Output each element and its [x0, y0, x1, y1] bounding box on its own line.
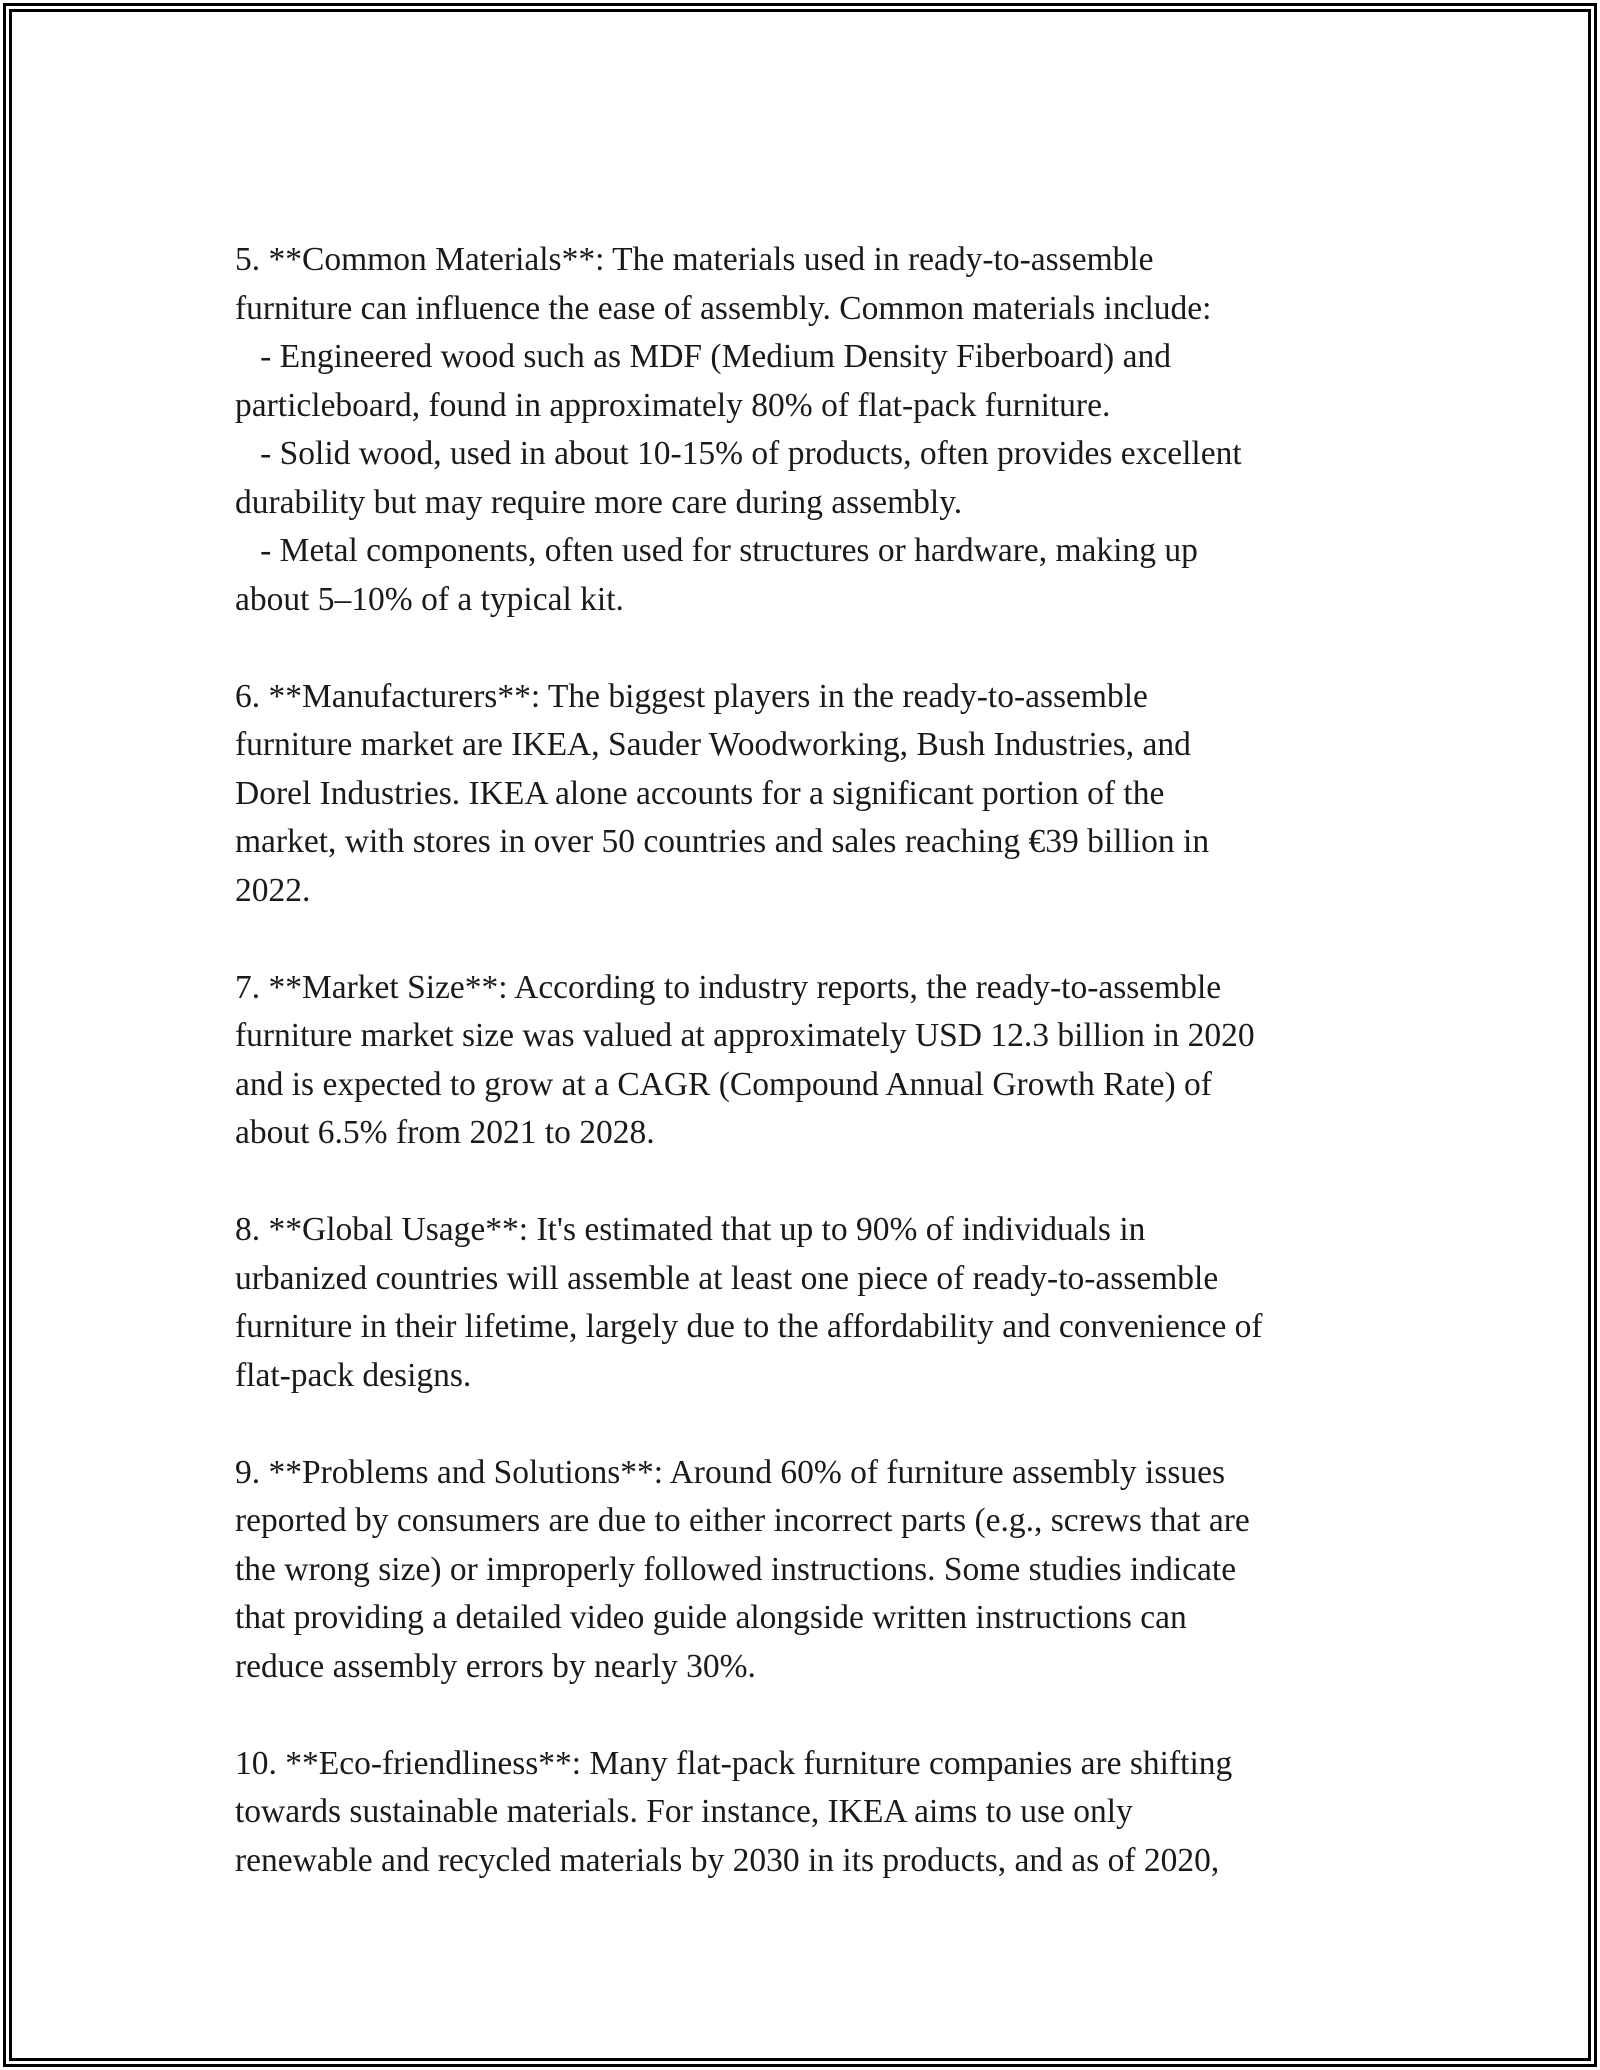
- text-line: 6. **Manufacturers**: The biggest players in the ready-to-assemble: [235, 677, 1148, 715]
- text-line: reduce assembly errors by nearly 30%.: [235, 1647, 756, 1685]
- text-line: about 5–10% of a typical kit.: [235, 580, 624, 618]
- text-line: that providing a detailed video guide alongside written instructions can: [235, 1599, 1187, 1636]
- text-line: furniture market are IKEA, Sauder Woodworking, Bush Industries, and: [235, 726, 1191, 763]
- text-line: reported by consumers are due to either incorrect parts (e.g., screws that are: [235, 1502, 1250, 1539]
- text-line: - Solid wood, used in about 10-15% of products, often provides excellent: [235, 435, 1242, 472]
- text-line: 7. **Market Size**: According to industry reports, the ready-to-assemble: [235, 968, 1222, 1006]
- text-line: 5. **Common Materials**: The materials used in ready-to-assemble: [235, 241, 1154, 278]
- text-line: towards sustainable materials. For instance, IKEA aims to use only: [235, 1793, 1133, 1830]
- text-line: - Metal components, often used for structures or hardware, making up: [235, 532, 1198, 569]
- document-body: [235, 236, 1375, 1934]
- text-line: flat-pack designs.: [235, 1356, 472, 1394]
- text-line: 10. **Eco-friendliness**: Many flat-pack furniture companies are shifting: [235, 1744, 1233, 1782]
- text-line: the wrong size) or improperly followed instructions. Some studies indicate: [235, 1550, 1237, 1588]
- text-line: particleboard, found in approximately 80% of flat-pack furniture.: [235, 386, 1111, 424]
- paragraph-eco-friendliness: [235, 1740, 1375, 1886]
- paragraph-problems-solutions: [235, 1449, 1375, 1692]
- paragraph-global-usage: [235, 1206, 1375, 1400]
- text-line: urbanized countries will assemble at least one piece of ready-to-assemble: [235, 1259, 1219, 1297]
- text-line: furniture in their lifetime, largely due to the affordability and convenience of: [235, 1308, 1263, 1345]
- text-line: 2022.: [235, 871, 311, 909]
- text-line: durability but may require more care during assembly.: [235, 483, 963, 521]
- text-line: 8. **Global Usage**: It's estimated that up to 90% of individuals in: [235, 1211, 1146, 1248]
- paragraph-manufacturers: [235, 673, 1375, 916]
- paragraph-market-size: [235, 964, 1375, 1158]
- text-line: market, with stores in over 50 countries and sales reaching €39 billion in: [235, 823, 1210, 860]
- text-line: renewable and recycled materials by 2030 in its products, and as of 2020,: [235, 1841, 1220, 1879]
- text-line: and is expected to grow at a CAGR (Compound Annual Growth Rate) of: [235, 1065, 1212, 1103]
- text-line: about 6.5% from 2021 to 2028.: [235, 1114, 655, 1151]
- paragraph-common-materials: [235, 236, 1375, 624]
- text-line: furniture market size was valued at approximately USD 12.3 billion in 2020: [235, 1017, 1255, 1054]
- text-line: Dorel Industries. IKEA alone accounts for a significant portion of the: [235, 774, 1165, 812]
- text-line: 9. **Problems and Solutions**: Around 60% of furniture assembly issues: [235, 1453, 1226, 1491]
- text-line: - Engineered wood such as MDF (Medium Density Fiberboard) and: [235, 338, 1171, 375]
- text-line: furniture can influence the ease of assembly. Common materials include:: [235, 289, 1212, 327]
